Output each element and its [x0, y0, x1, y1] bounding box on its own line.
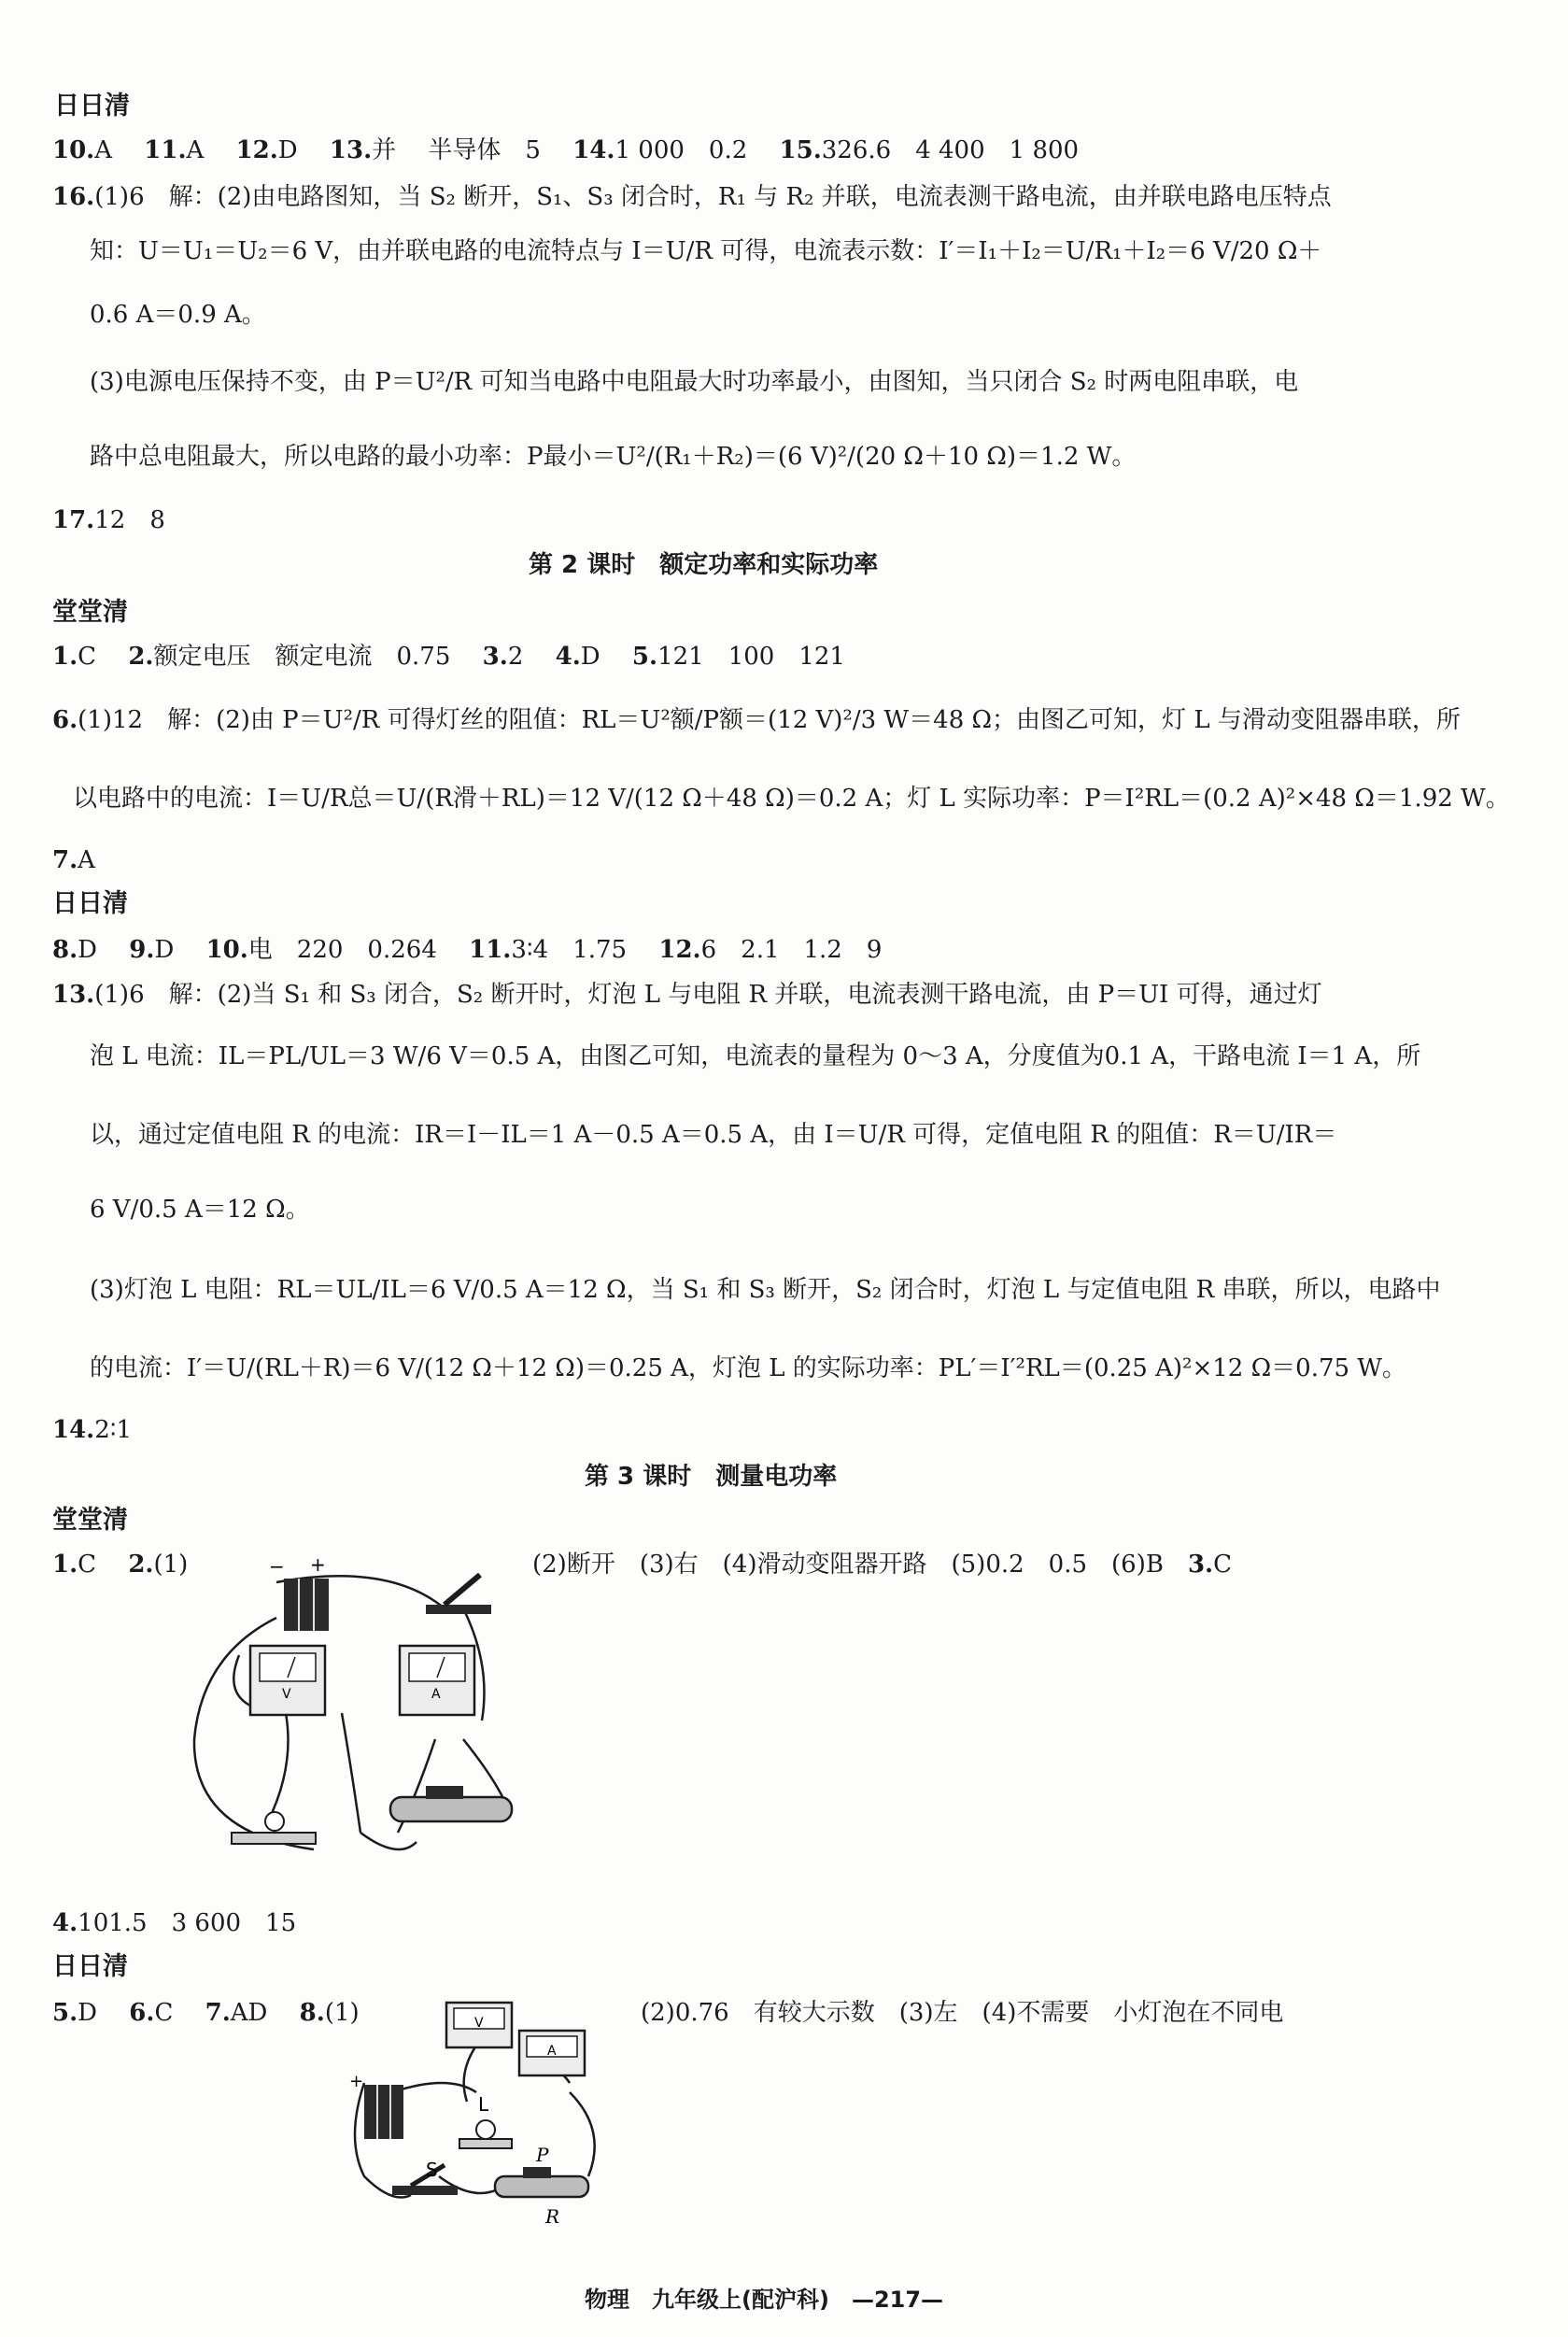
battery-icon — [284, 1579, 329, 1631]
footer-subject: 物理 — [585, 2287, 629, 2313]
rheostat-icon — [495, 2167, 588, 2197]
answer-14: 14.2∶1 — [52, 1416, 133, 1444]
page-footer — [585, 2287, 943, 2314]
answer-line-1-5: 1.C 2.额定电压 额定电流 0.75 3.2 4.D 5.121 100 121 — [52, 643, 845, 671]
svg-text:S: S — [426, 2159, 438, 2181]
svg-text:R: R — [545, 2205, 560, 2228]
circuit-diagram-2 — [336, 1990, 616, 2232]
section-ririqing: 日日清 — [52, 889, 128, 918]
answer-16-line-3: 0.6 A＝0.9 A。 — [90, 301, 266, 329]
battery-icon — [364, 2085, 403, 2139]
section-tangtangqing: 堂堂清 — [52, 1506, 128, 1535]
answer-13-line-3: 以，通过定值电阻 R 的电流：IR＝I－IL＝1 A－0.5 A＝0.5 A，由 I＝U/R 可得，定值电阻 R 的阻值：R＝U/IR＝ — [90, 1121, 1337, 1149]
answer-2-rest: (2)断开 (3)右 (4)滑动变阻器开路 (5)0.2 0.5 (6)B 3.C — [532, 1551, 1233, 1579]
answer-16-line-4: (3)电源电压保持不变，由 P＝U²/R 可知当电路中电阻最大时功率最小，由图知，当只闭合 S₂ 时两电阻串联，电 — [90, 368, 1299, 396]
answer-6-line-1: 6.(1)12 解：(2)由 P＝U²/R 可得灯丝的阻值：RL＝U²额/P额＝(12 V)²/3 W＝48 Ω；由图乙可知，灯 L 与滑动变阻器串联，所 — [52, 706, 1461, 734]
answer-16-line-1: 16.(1)6 解：(2)由电路图知，当 S₂ 断开，S₁、S₃ 闭合时，R₁ 与 R₂ 并联，电流表测干路电流，由并联电路电压特点 — [52, 183, 1332, 211]
answer-17: 17.12 8 — [52, 506, 165, 534]
page-number: —217— — [851, 2287, 944, 2313]
answer-13-line-4: 6 V/0.5 A＝12 Ω。 — [90, 1196, 310, 1224]
answer-16-line-2: 知：U＝U₁＝U₂＝6 V，由并联电路的电流特点与 I＝U/R 可得，电流表示数：I′＝I₁＋I₂＝U/R₁＋I₂＝6 V/20 Ω＋ — [90, 237, 1322, 265]
section-ririqing: 日日清 — [54, 92, 130, 120]
lesson-2-title: 第 2 课时 额定功率和实际功率 — [529, 551, 879, 579]
svg-text:P: P — [536, 2144, 549, 2166]
circuit-diagram-1 — [183, 1552, 529, 1870]
footer-grade: 九年级上(配沪科) — [652, 2287, 829, 2313]
svg-text:V: V — [474, 2016, 484, 2031]
answer-16-line-5: 路中总电阻最大，所以电路的最小功率：P最小＝U²/(R₁＋R₂)＝(6 V)²/(20 Ω＋10 Ω)＝1.2 W。 — [90, 443, 1137, 471]
answer-line-1-2: 1.C 2.(1) — [52, 1551, 189, 1579]
lamp-icon — [459, 2120, 512, 2148]
answer-13-line-2: 泡 L 电流：IL＝PL/UL＝3 W/6 V＝0.5 A，由图乙可知，电流表的量程为 0～3 A，分度值为0.1 A，干路电流 I＝1 A，所 — [90, 1042, 1421, 1070]
svg-text:A: A — [431, 1687, 441, 1702]
answer-line-8-12: 8.D 9.D 10.电 220 0.264 11.3∶4 1.75 12.6 2.1 1.2 9 — [52, 936, 883, 964]
svg-text:+: + — [349, 2072, 364, 2091]
answer-line-5-8: 5.D 6.C 7.AD 8.(1) — [52, 1999, 360, 2027]
answer-13-line-1: 13.(1)6 解：(2)当 S₁ 和 S₃ 闭合，S₂ 断开时，灯泡 L 与电阻 R 并联，电流表测干路电流，由 P＝UI 可得，通过灯 — [52, 981, 1322, 1009]
answer-6-line-2: 以电路中的电流：I＝U/R总＝U/(R滑＋RL)＝12 V/(12 Ω＋48 Ω)＝0.2 A；灯 L 实际功率：P＝I²RL＝(0.2 A)²×48 Ω＝1.92 W。 — [73, 785, 1510, 813]
answer-7: 7.A — [52, 846, 95, 874]
ammeter-icon — [400, 1646, 474, 1715]
section-ririqing: 日日清 — [52, 1952, 128, 1981]
rheostat-icon — [390, 1786, 512, 1821]
switch-icon — [392, 2165, 458, 2195]
svg-text:L: L — [478, 2093, 489, 2116]
svg-text:+: + — [310, 1553, 326, 1576]
lesson-3-title: 第 3 课时 测量电功率 — [585, 1463, 838, 1491]
answer-line-10-15: 10.A 11.A 12.D 13.并 半导体 5 14.1 000 0.2 15.326.6 4 400 1 800 — [52, 136, 1080, 164]
svg-text:V: V — [282, 1687, 291, 1702]
answer-13-line-5: (3)灯泡 L 电阻：RL＝UL/IL＝6 V/0.5 A＝12 Ω，当 S₁ 和 S₃ 断开，S₂ 闭合时，灯泡 L 与定值电阻 R 串联，所以，电路中 — [90, 1276, 1441, 1304]
svg-text:A: A — [547, 2044, 557, 2059]
answer-4: 4.101.5 3 600 15 — [52, 1909, 297, 1937]
answer-8-rest: (2)0.76 有较大示数 (3)左 (4)不需要 小灯泡在不同电 — [641, 1999, 1284, 2027]
section-tangtangqing: 堂堂清 — [52, 598, 128, 627]
voltmeter-icon — [250, 1646, 325, 1715]
svg-text:−: − — [269, 1555, 285, 1578]
switch-icon — [426, 1575, 491, 1614]
answer-13-line-6: 的电流：I′＝U/(RL＋R)＝6 V/(12 Ω＋12 Ω)＝0.25 A，灯泡 L 的实际功率：PL′＝I′²RL＝(0.25 A)²×12 Ω＝0.75 W。 — [90, 1354, 1407, 1382]
